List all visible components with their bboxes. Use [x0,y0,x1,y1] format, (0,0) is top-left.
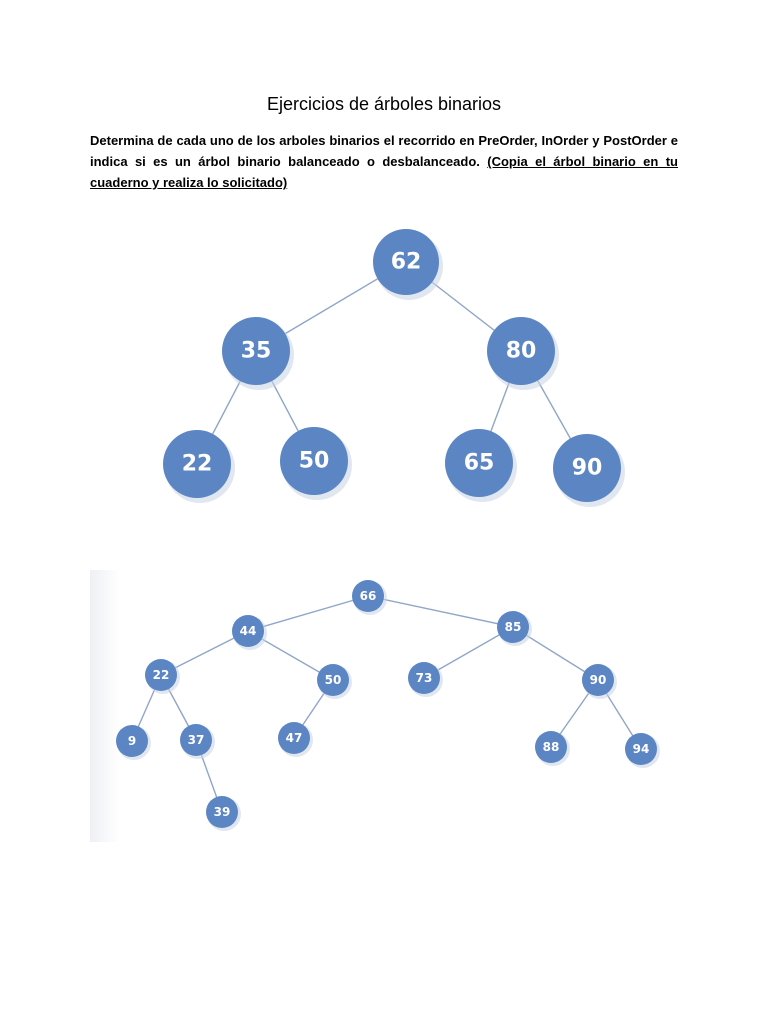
tree2-node-lll-label: 9 [127,734,137,748]
tree2-node-rrl [535,731,570,766]
tree2-edge-root-l [248,596,368,631]
tree2-node-rrr [625,733,660,768]
tree2-node-rrr-label: 94 [632,742,650,756]
tree1-node-root-label: 62 [390,249,422,275]
tree2-edges [132,596,641,812]
tree2-node-lr [317,664,352,699]
tree2-node-llr-label: 37 [187,733,205,747]
tree2-node-lr-label: 50 [324,673,342,687]
tree2-node-rl [408,662,443,697]
tree2-node-llrr-label: 39 [213,805,231,819]
tree2-node-root-label: 66 [359,589,377,603]
tree2-node-llrr [206,796,241,831]
tree2-node-rl-label: 73 [415,671,433,685]
instructions-text: Determina de cada uno de los arboles binarios el recorrido en PreOrder, InOrder y PostOrder e indica si es un árbol binario balanceado o desbalanceado. [90,133,678,169]
tree2-node-l-label: 44 [239,624,257,638]
tree2-node-rr [582,664,617,699]
tree1-node-ll-label: 22 [181,451,213,477]
tree2-node-r-label: 85 [504,620,522,634]
tree2-node-ll-label: 22 [152,668,170,682]
tree2-node-lll [116,725,151,760]
tree2-node-r [497,611,532,646]
tree1-node-r-label: 80 [505,338,537,364]
tree2-node-ll [145,659,180,694]
tree2-node-root [352,580,387,615]
tree2-node-rr-label: 90 [589,673,607,687]
tree2-node-lrl [278,722,313,757]
tree1-node-l-label: 35 [240,338,272,364]
tree2-node-l [232,615,267,650]
tree1-node-rl-label: 65 [463,450,495,476]
instructions-note: (Copia el árbol binario en tu cuaderno y realiza lo solicitado) [90,154,678,190]
tree2-node-llr [180,724,215,759]
document-title: Ejercicios de árboles binarios [266,94,502,114]
tree1-node-lr-label: 50 [298,448,330,474]
tree2-edge-root-r [368,596,513,627]
tree2-node-rrl-label: 88 [542,740,560,754]
tree1-node-rr-label: 90 [571,455,603,481]
tree2-node-lrl-label: 47 [285,731,303,745]
